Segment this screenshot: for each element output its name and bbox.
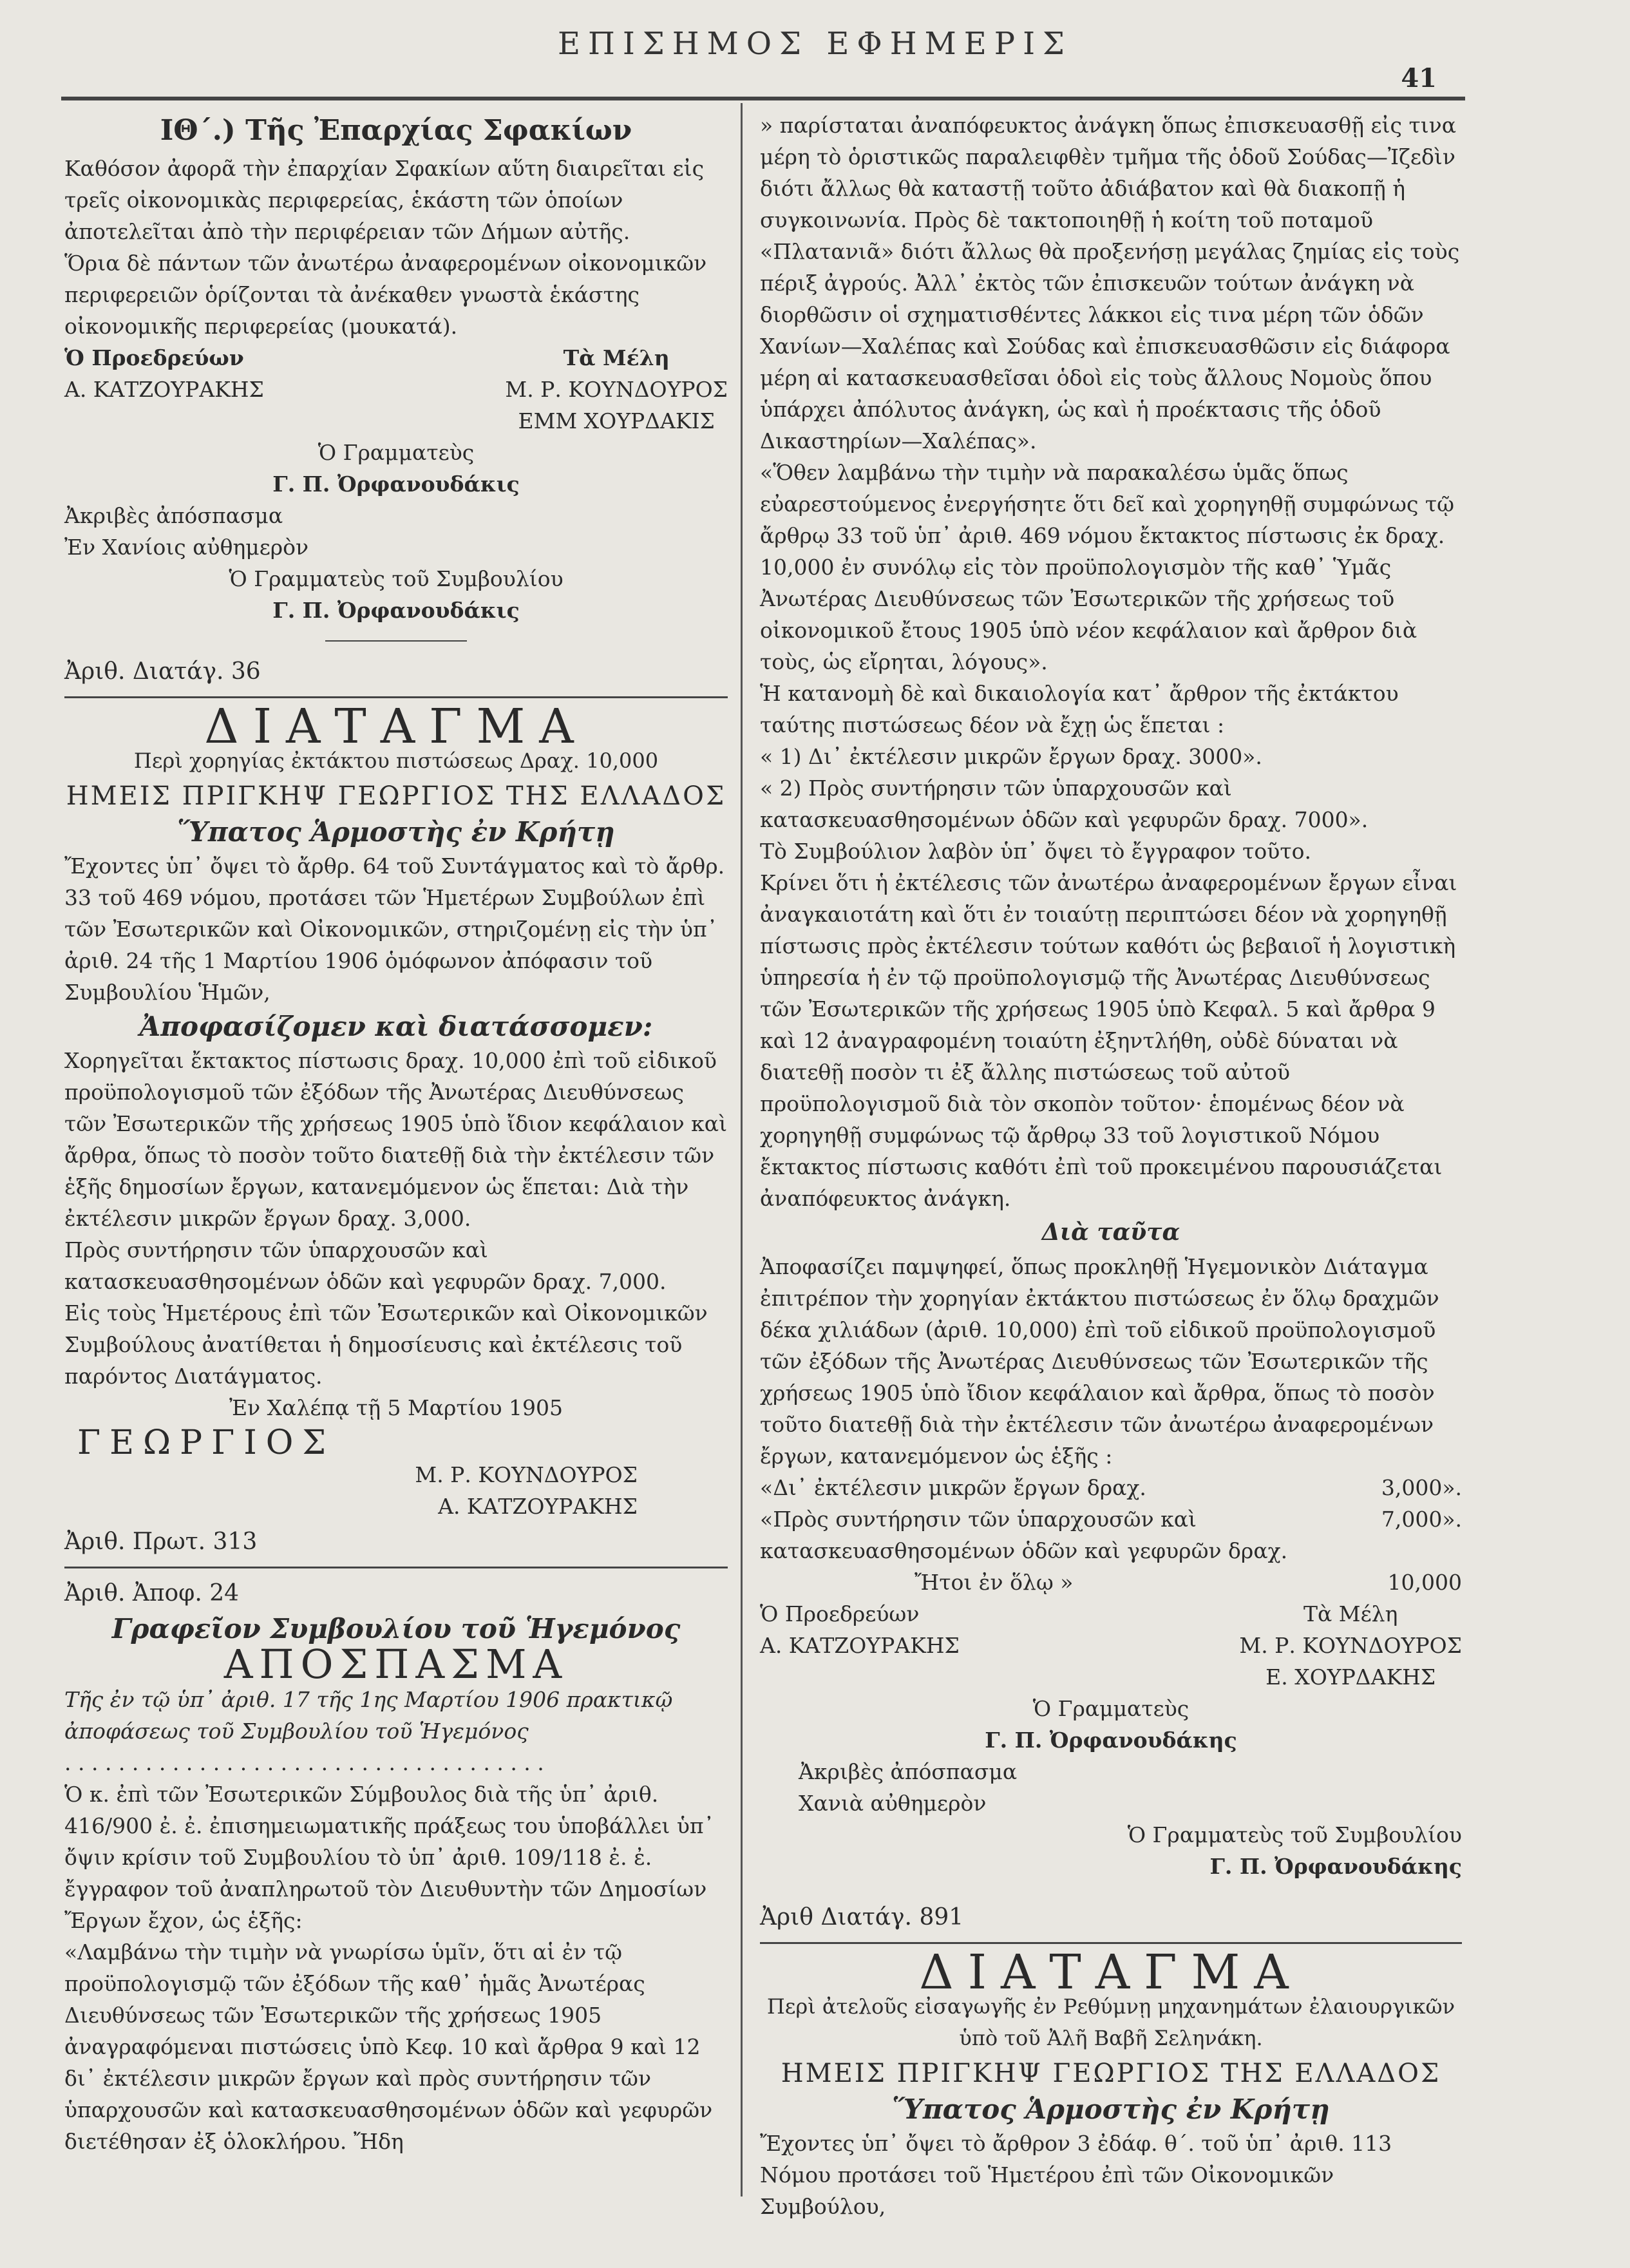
- allocation-value: 3,000».: [1381, 1475, 1462, 1500]
- secretary-title: Ὁ Γραμματεὺς: [1032, 1696, 1189, 1721]
- council-secretary-title: Ὁ Γραμματεὺς τοῦ Συμβουλίου: [1127, 1822, 1462, 1847]
- ellipsis-line: . . . . . . . . . . . . . . . . . . . . . . . . . . . . . . . . . . . .: [64, 1750, 544, 1775]
- signature-title: Ὁ Προεδρεύων: [760, 1601, 920, 1626]
- allocation-label: «Δι᾿ ἐκτέλεσιν μικρῶν ἔργων δραχ.: [760, 1475, 1146, 1500]
- minutes-line: Τῆς ἐν τῷ ὑπ᾿ ἀριθ. 17 τῆς 1ης Μαρτίου 1906 πρακτικῷ ἀποφάσεως τοῦ Συμβουλίου τοῦ Ἡγεμόνος: [64, 1687, 679, 1744]
- allocation-label: Ἤτοι ἐν ὅλῳ »: [915, 1570, 1074, 1595]
- divider: [64, 1567, 728, 1568]
- preamble: Ἔχοντες ὑπ᾿ ὄψει τὸ ἄρθρον 3 ἐδάφ. θ΄. τοῦ ὑπ᾿ ἀριθ. 113 Νόμου προτάσει τοῦ Ἡμετέρου ἐπὶ τῶν Οἰκονομικῶν Συμβούλου,: [760, 2131, 1399, 2219]
- signature-name: ΕΜΜ ΧΟΥΡΔΑΚΙΣ: [518, 408, 715, 434]
- signature-title: Τὰ Μέλη: [1303, 1601, 1398, 1626]
- decree-subtitle: Περὶ χορηγίας ἐκτάκτου πιστώσεως Δραχ. 10,000: [133, 748, 659, 773]
- exact-copy-label: Ἀκριβὲς ἀπόσπασμα: [799, 1759, 1018, 1784]
- quoted-paragraph: » παρίσταται ἀναπόφευκτος ἀνάγκη ὅπως ἐπισκευασθῇ εἰς τινα μέρη τὸ ὁριστικῶς παραλειφθὲν τμῆμα τῆς ὁδοῦ Σούδας—Ἰζεδὶν διότι ἄλλως θὰ καταστῇ τοῦτο ἀδιάβατον καὶ θὰ διακοπῇ ἡ συγκοινωνία. Πρὸς δὲ τακτοποιηθῇ ἡ κοίτη τοῦ ποταμοῦ «Πλατανιᾶ» διότι ἄλλως θὰ προξενήσῃ μεγάλας ζημίας εἰς τοὺς πέριξ ἀγρούς. Ἀλλ᾿ ἐκτὸς τῶν ἐπισκευῶν τούτων ἀνάγκη νὰ διορθῶσιν οἱ σχηματισθέντες λάκκοι εἰς τινα μέρη τῶν ὁδῶν Χανίων—Χαλέπας καὶ Σούδας καὶ ἐπισκευασθῶσιν εἰς διάφορα μέρη αἱ κατασκευασθεῖσαι ὁδοὶ εἰς τοὺς ἄλλους Νομοὺς ὅπου ὑπάρχει ἀπόλυτος ἀνάγκη, ὡς καὶ ἡ προέκτασις τῆς ὁδοῦ Δικαστηρίων—Χαλέπας».: [760, 113, 1466, 453]
- signature-block: [64, 342, 728, 437]
- paragraph: Ὁ κ. ἐπὶ τῶν Ἐσωτερικῶν Σύμβουλος διὰ τῆς ὑπ᾿ ἀριθ. 416/900 ἐ. ἐ. ἐπισημειωματικῆς πράξεως του ὑποβάλλει ὑπ᾿ ὄψιν κρίσιν τοῦ Συμβουλίου τὸ ὑπ᾿ ἀριθ. 109/118 ἐ. ἐ. ἔγγραφον τοῦ ἀναπληρωτοῦ τὸν Διευθυντὴν τῶν Δημοσίων Ἔργων ἔχον, ὡς ἑξῆς:: [64, 1782, 721, 1933]
- allocation-label: «Πρὸς συντήρησιν τῶν ὑπαρχουσῶν καὶ κατασκευασθησομένων ὁδῶν καὶ γεφυρῶν δραχ.: [760, 1507, 1288, 1563]
- decree-title: ΔΙΑΤΑΓΜΑ: [919, 1945, 1303, 2000]
- column-divider: [741, 103, 743, 2197]
- divider: [64, 696, 728, 698]
- decree-reference: Ἀριθ. Διατάγ. 36: [64, 658, 261, 685]
- place-date: Ἐν Χανίοις αὐθημερὸν: [64, 535, 309, 560]
- signature-name: Α. ΚΑΤΖΟΥΡΑΚΗΣ: [64, 377, 264, 402]
- protocol-reference: Ἀριθ. Πρωτ. 313: [64, 1529, 258, 1555]
- prince-line: ΗΜΕΙΣ ΠΡΙΓΚΗΨ ΓΕΩΡΓΙΟΣ ΤΗΣ ΕΛΛΑΔΟΣ: [781, 2059, 1441, 2088]
- council-secretary-name: Γ. Π. Ὀρφανουδάκις: [272, 598, 520, 623]
- preamble: Ἔχοντες ὑπ᾿ ὄψει τὸ ἄρθρ. 64 τοῦ Συντάγματος καὶ τὸ ἄρθρ. 33 τοῦ 469 νόμου, προτάσει τῶν Ἡμετέρων Συμβούλων ἐπὶ τῶν Ἐσωτερικῶν καὶ Οἰκονομικῶν, στηριζομένῃ εἰς τὴν ὑπ᾿ ἀριθ. 24 τῆς 1 Μαρτίου 1906 ὁμόφωνον ἀπόφασιν τοῦ Συμβουλίου Ἡμῶν,: [64, 853, 732, 1005]
- commissioner-line: Ὕπατος Ἁρμοστὴς ἐν Κρήτῃ: [892, 2093, 1330, 2125]
- signature-name: Α. ΚΑΤΖΟΥΡΑΚΗΣ: [760, 1633, 960, 1658]
- quoted-paragraph: «Ὅθεν λαμβάνω τὴν τιμὴν νὰ παρακαλέσω ὑμᾶς ὅπως εὐαρεστούμενος ἐνεργήσητε ὅτι δεῖ καὶ χορηγηθῇ συμφώνως τῷ ἄρθρῳ 33 τοῦ ὑπ᾿ ἀριθ. 469 νόμου ἔκτακτος πίστωσις ἐκ δραχ. 10,000 ἐν συνόλῳ εἰς τὸν προϋπολογισμὸν τῆς καθ᾿ Ὑμᾶς Ἀνωτέρας Διευθύνσεως τῶν Ἐσωτερικῶν τῆς χρήσεως τοῦ οἰκονομικοῦ ἔτους 1905 ὑπὸ νέον κεφάλαιον καὶ ἄρθρον διὰ τοὺς, ὡς εἴρηται, λόγους».: [760, 460, 1461, 674]
- allocation-value: 7,000».: [1381, 1507, 1462, 1532]
- secretary-name: Γ. Π. Ὀρφανουδάκης: [985, 1728, 1237, 1753]
- paragraph: Ἡ κατανομὴ δὲ καὶ δικαιολογία κατ᾿ ἄρθρον τῆς ἐκτάκτου ταύτης πιστώσεως δέον νὰ ἔχῃ ὡς ἕπεται :: [760, 681, 1406, 738]
- divider: [325, 640, 467, 642]
- paragraph: Ὅρια δὲ πάντων τῶν ἀνωτέρω ἀναφερομένων οἰκονομικῶν περιφερειῶν ὁρίζονται τὰ ἀνέκαθεν γνωστὰ ἑκάστης οἰκονομικῆς περιφερείας (μουκατά).: [64, 251, 714, 339]
- paragraph: Κρίνει ὅτι ἡ ἐκτέλεσις τῶν ἀνωτέρω ἀναφερομένων ἔργων εἶναι ἀναγκαιοτάτη καὶ ὅτι ἐν τοιαύτῃ περιπτώσει δέον νὰ χορηγηθῇ πίστωσις πρὸς ἐκτέλεσιν τούτων καθότι ὡς βεβαιοῖ ἡ λογιστικὴ ὑπηρεσία ἡ ἐν τῷ προϋπολογισμῷ τῆς Ἀνωτέρας Διευθύνσεως τῶν Ἐσωτερικῶν τῆς χρήσεως 1905 ὑπὸ Κεφαλ. 5 καὶ ἄρθρα 9 καὶ 12 ἀναγραφομένη τοιαύτη ἐξηντλήθη, οὐδὲ δύναται νὰ διατεθῇ ποσὸν τι ἐξ ἄλλης πιστώσεως τοῦ αὐτοῦ προϋπολογισμοῦ διὰ τὸν σκοπὸν τοῦτον· ἑπομένως δέον νὰ χορηγηθῇ συμφώνως τῷ ἄρθρῳ 33 τοῦ λογιστικοῦ Νόμου ἔκτακτος πίστωσις καθότι ἐπὶ τοῦ προκειμένου παρουσιάζεται ἀναπόφευκτος ἀνάγκη.: [760, 870, 1464, 1211]
- place-date: Χανιὰ αὐθημερὸν: [799, 1791, 987, 1816]
- paragraph: Χορηγεῖται ἔκτακτος πίστωσις δραχ. 10,000 ἐπὶ τοῦ εἰδικοῦ προϋπολογισμοῦ τῶν ἐξόδων τῆς Ἀνωτέρας Διευθύνσεως τῶν Ἐσωτερικῶν τῆς χρήσεως 1905 ὑπὸ ἴδιον κεφάλαιον καὶ ἄρθρα, ὅπως τὸ ποσὸν τοῦτο διατεθῇ διὰ τὴν ἐκτέλεσιν τῶν ἑξῆς δημοσίων ἔργων, κατανεμόμενον ὡς ἕπεται: Διὰ τὴν ἐκτέλεσιν μικρῶν ἔργων δραχ. 3,000.: [64, 1048, 734, 1231]
- right-column: [760, 110, 1466, 2222]
- decree-reference: Ἀριθ Διατάγ. 891: [760, 1904, 964, 1930]
- decide-heading: Ἀποφασίζομεν καὶ διατάσσομεν:: [139, 1011, 653, 1042]
- cosign-name: Α. ΚΑΤΖΟΥΡΑΚΗΣ: [438, 1494, 638, 1519]
- extract-title: ΑΠΟΣΠΑΣΜΑ: [223, 1641, 569, 1688]
- secretary-name: Γ. Π. Ὀρφανουδάκις: [272, 472, 520, 497]
- paragraph: Εἰς τοὺς Ἡμετέρους ἐπὶ τῶν Ἐσωτερικῶν καὶ Οἰκονομικῶν Συμβούλους ἀνατίθεται ἡ δημοσίευσις καὶ ἐκτέλεσις τοῦ παρόντος Διατάγματος.: [64, 1301, 715, 1389]
- prince-line: ΗΜΕΙΣ ΠΡΙΓΚΗΨ ΓΕΩΡΓΙΟΣ ΤΗΣ ΕΛΛΑΔΟΣ: [66, 781, 726, 811]
- allocation-value: 10,000: [1387, 1570, 1462, 1595]
- decision-reference: Ἀριθ. Ἀποφ. 24: [64, 1580, 240, 1606]
- signature-block: [760, 1598, 1462, 1693]
- office-heading: Γραφεῖον Συμβουλίου τοῦ Ἡγεμόνος: [111, 1613, 681, 1644]
- commissioner-line: Ὕπατος Ἁρμοστὴς ἐν Κρήτῃ: [177, 816, 615, 848]
- allocation-row: [760, 1503, 1462, 1567]
- allocation-row: [760, 1472, 1462, 1503]
- decree-subtitle: Περὶ ἀτελοῦς εἰσαγωγῆς ἐν Ρεθύμνῃ μηχανημάτων ἐλαιουργικῶν ὑπὸ τοῦ Ἀλῆ Βαβῆ Σεληνάκη.: [766, 1994, 1455, 2050]
- section-title: ΙΘ΄.) Τῆς Ἐπαρχίας Σφακίων: [160, 114, 632, 147]
- cosign-name: Μ. Ρ. ΚΟΥΝΔΟΥΡΟΣ: [415, 1462, 638, 1487]
- council-secretary-title: Ὁ Γραμματεὺς τοῦ Συμβουλίου: [229, 566, 564, 591]
- royal-signature: ΓΕΩΡΓΙΟΣ: [77, 1424, 336, 1462]
- exact-copy-label: Ἀκριβὲς ἀπόσπασμα: [64, 503, 283, 528]
- paragraph: Ἀποφασίζει παμψηφεί, ὅπως προκληθῇ Ἡγεμονικὸν Διάταγμα ἐπιτρέπον τὴν χορηγίαν ἐκτάκτου πιστώσεως ἐν ὅλῳ δραχμῶν δέκα χιλιάδων (ἀριθ. 10,000) ἐπὶ τοῦ εἰδικοῦ προϋπολογισμοῦ τῶν ἐξόδων τῆς Ἀνωτέρας Διευθύνσεως τῶν Ἐσωτερικῶν τῆς χρήσεως 1905 ὑπὸ ἴδιον κεφάλαιον καὶ ἄρθρα, ὅπως τὸ ποσὸν τοῦτο διατεθῇ διὰ τὴν ἐκτέλεσιν τῶν ἀνωτέρω ἀναφερομένων ἔργων, κατανεμόμενον ὡς ἑξῆς :: [760, 1254, 1446, 1469]
- paragraph: Καθόσον ἀφορᾶ τὴν ἐπαρχίαν Σφακίων αὕτη διαιρεῖται εἰς τρεῖς οἰκονομικὰς περιφερείας, ἑκάστη τῶν ὁποίων ἀποτελεῖται ἀπὸ τὴν περιφέρειαν τῶν Δήμων αὐτῆς.: [64, 156, 711, 244]
- list-item: « 2) Πρὸς συντήρησιν τῶν ὑπαρχουσῶν καὶ κατασκευασθησομένων ὁδῶν καὶ γεφυρῶν δραχ. 7000».: [760, 776, 1369, 832]
- secretary-title: Ὁ Γραμματεὺς: [317, 440, 475, 465]
- page-number: 41: [1401, 63, 1437, 93]
- quoted-paragraph: «Λαμβάνω τὴν τιμὴν νὰ γνωρίσω ὑμῖν, ὅτι αἱ ἐν τῷ προϋπολογισμῷ τῶν ἐξόδων τῆς καθ᾿ ἡμᾶς Ἀνωτέρας Διευθύνσεως τῶν Ἐσωτερικῶν τῆς χρήσεως 1905 ἀναγραφόμεναι πιστώσεις ὑπὸ Κεφ. 10 καὶ ἄρθρα 9 καὶ 12 δι᾿ ἐκτέλεσιν μικρῶν ἔργων καὶ πρὸς συντήρησιν τῶν ὑπαρχουσῶν καὶ κατασκευασθησομένων ὁδῶν καὶ γεφυρῶν διετέθησαν ἐξ ὁλοκλήρου. Ἤδη: [64, 1939, 719, 2154]
- council-secretary-name: Γ. Π. Ὀρφανουδάκης: [1209, 1854, 1462, 1879]
- allocation-total-row: [760, 1567, 1462, 1598]
- signature-title: Ὁ Προεδρεύων: [64, 345, 244, 370]
- header-rule: [61, 97, 1465, 100]
- signature-title: Τὰ Μέλη: [563, 345, 670, 370]
- paragraph: Πρὸς συντήρησιν τῶν ὑπαρχουσῶν καὶ κατασκευασθησομένων ὁδῶν καὶ γεφυρῶν δραχ. 7,000.: [64, 1237, 667, 1294]
- signature-name: Μ. Ρ. ΚΟΥΝΔΟΥΡΟΣ: [505, 377, 728, 402]
- signature-name: Ε. ΧΟΥΡΔΑΚΗΣ: [1265, 1664, 1436, 1690]
- decree-date: Ἐν Χαλέπᾳ τῇ 5 Μαρτίου 1905: [229, 1395, 564, 1420]
- signature-name: Μ. Ρ. ΚΟΥΝΔΟΥΡΟΣ: [1239, 1633, 1462, 1658]
- left-column: [64, 110, 734, 2157]
- newspaper-title: ΕΠΙΣΗΜΟΣ ΕΦΗΜΕΡΙΣ: [558, 26, 1072, 62]
- list-item: « 1) Δι᾿ ἐκτέλεσιν μικρῶν ἔργων δραχ. 3000».: [760, 744, 1262, 769]
- for-these-heading: Διὰ ταῦτα: [1041, 1219, 1180, 1246]
- decree-title: ΔΙΑΤΑΓΜΑ: [204, 699, 588, 754]
- paragraph: Τὸ Συμβούλιον λαβὸν ὑπ᾿ ὄψει τὸ ἔγγραφον τοῦτο.: [760, 839, 1311, 864]
- divider: [760, 1942, 1462, 1944]
